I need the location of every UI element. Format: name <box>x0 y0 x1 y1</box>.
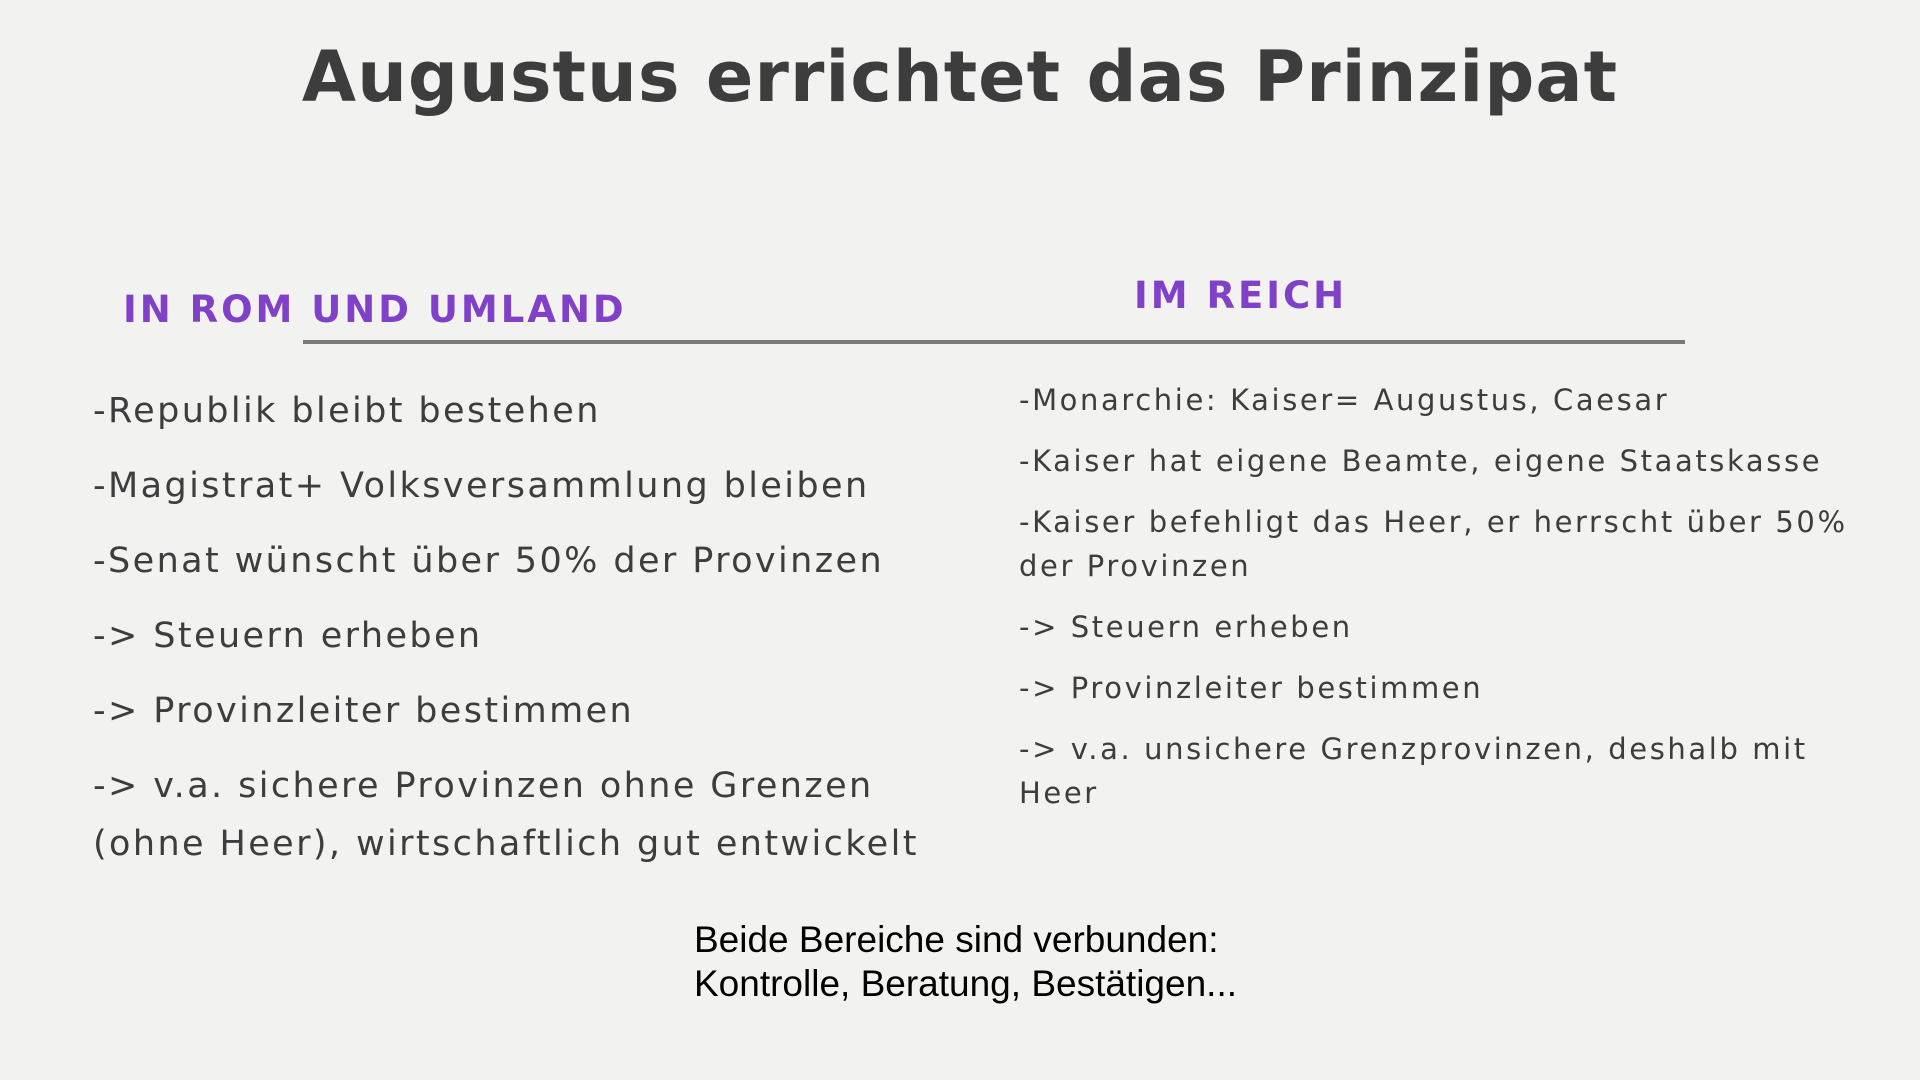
footer-line-2: Kontrolle, Beratung, Bestätigen... <box>694 963 1238 1004</box>
list-item: -Kaiser befehligt das Heer, er herrscht über 50% der Provinzen <box>1019 505 1848 583</box>
list-item: -> Steuern erheben <box>93 616 483 656</box>
heading-divider-line <box>303 340 1685 344</box>
list-item: -> Provinzleiter bestimmen <box>93 691 635 731</box>
list-item: -Republik bleibt bestehen <box>93 391 601 431</box>
list-item: -> Steuern erheben <box>1019 610 1353 644</box>
list-item: -Senat wünscht über 50% der Provinzen <box>93 541 885 581</box>
list-item: -Monarchie: Kaiser= Augustus, Caesar <box>1019 383 1670 417</box>
footer-line-1: Beide Bereiche sind verbunden: <box>694 919 1219 960</box>
list-item: -> v.a. sichere Provinzen ohne Grenzen (ohne Heer), wirtschaftlich gut entwickelt <box>93 766 919 864</box>
heading-rom-umland: IN ROM UND UMLAND <box>123 288 627 331</box>
list-item: -Kaiser hat eigene Beamte, eigene Staatskasse <box>1019 444 1823 478</box>
left-column-list <box>93 382 973 890</box>
list-item: -Magistrat+ Volksversammlung bleiben <box>93 466 870 506</box>
right-column-list <box>1019 378 1899 832</box>
slide-title: Augustus errichtet das Prinzipat <box>301 36 1619 118</box>
footer-note <box>694 918 1237 1006</box>
heading-im-reich: IM REICH <box>1134 274 1348 317</box>
list-item: -> v.a. unsichere Grenzprovinzen, deshalb mit Heer <box>1019 732 1808 810</box>
list-item: -> Provinzleiter bestimmen <box>1019 671 1484 705</box>
